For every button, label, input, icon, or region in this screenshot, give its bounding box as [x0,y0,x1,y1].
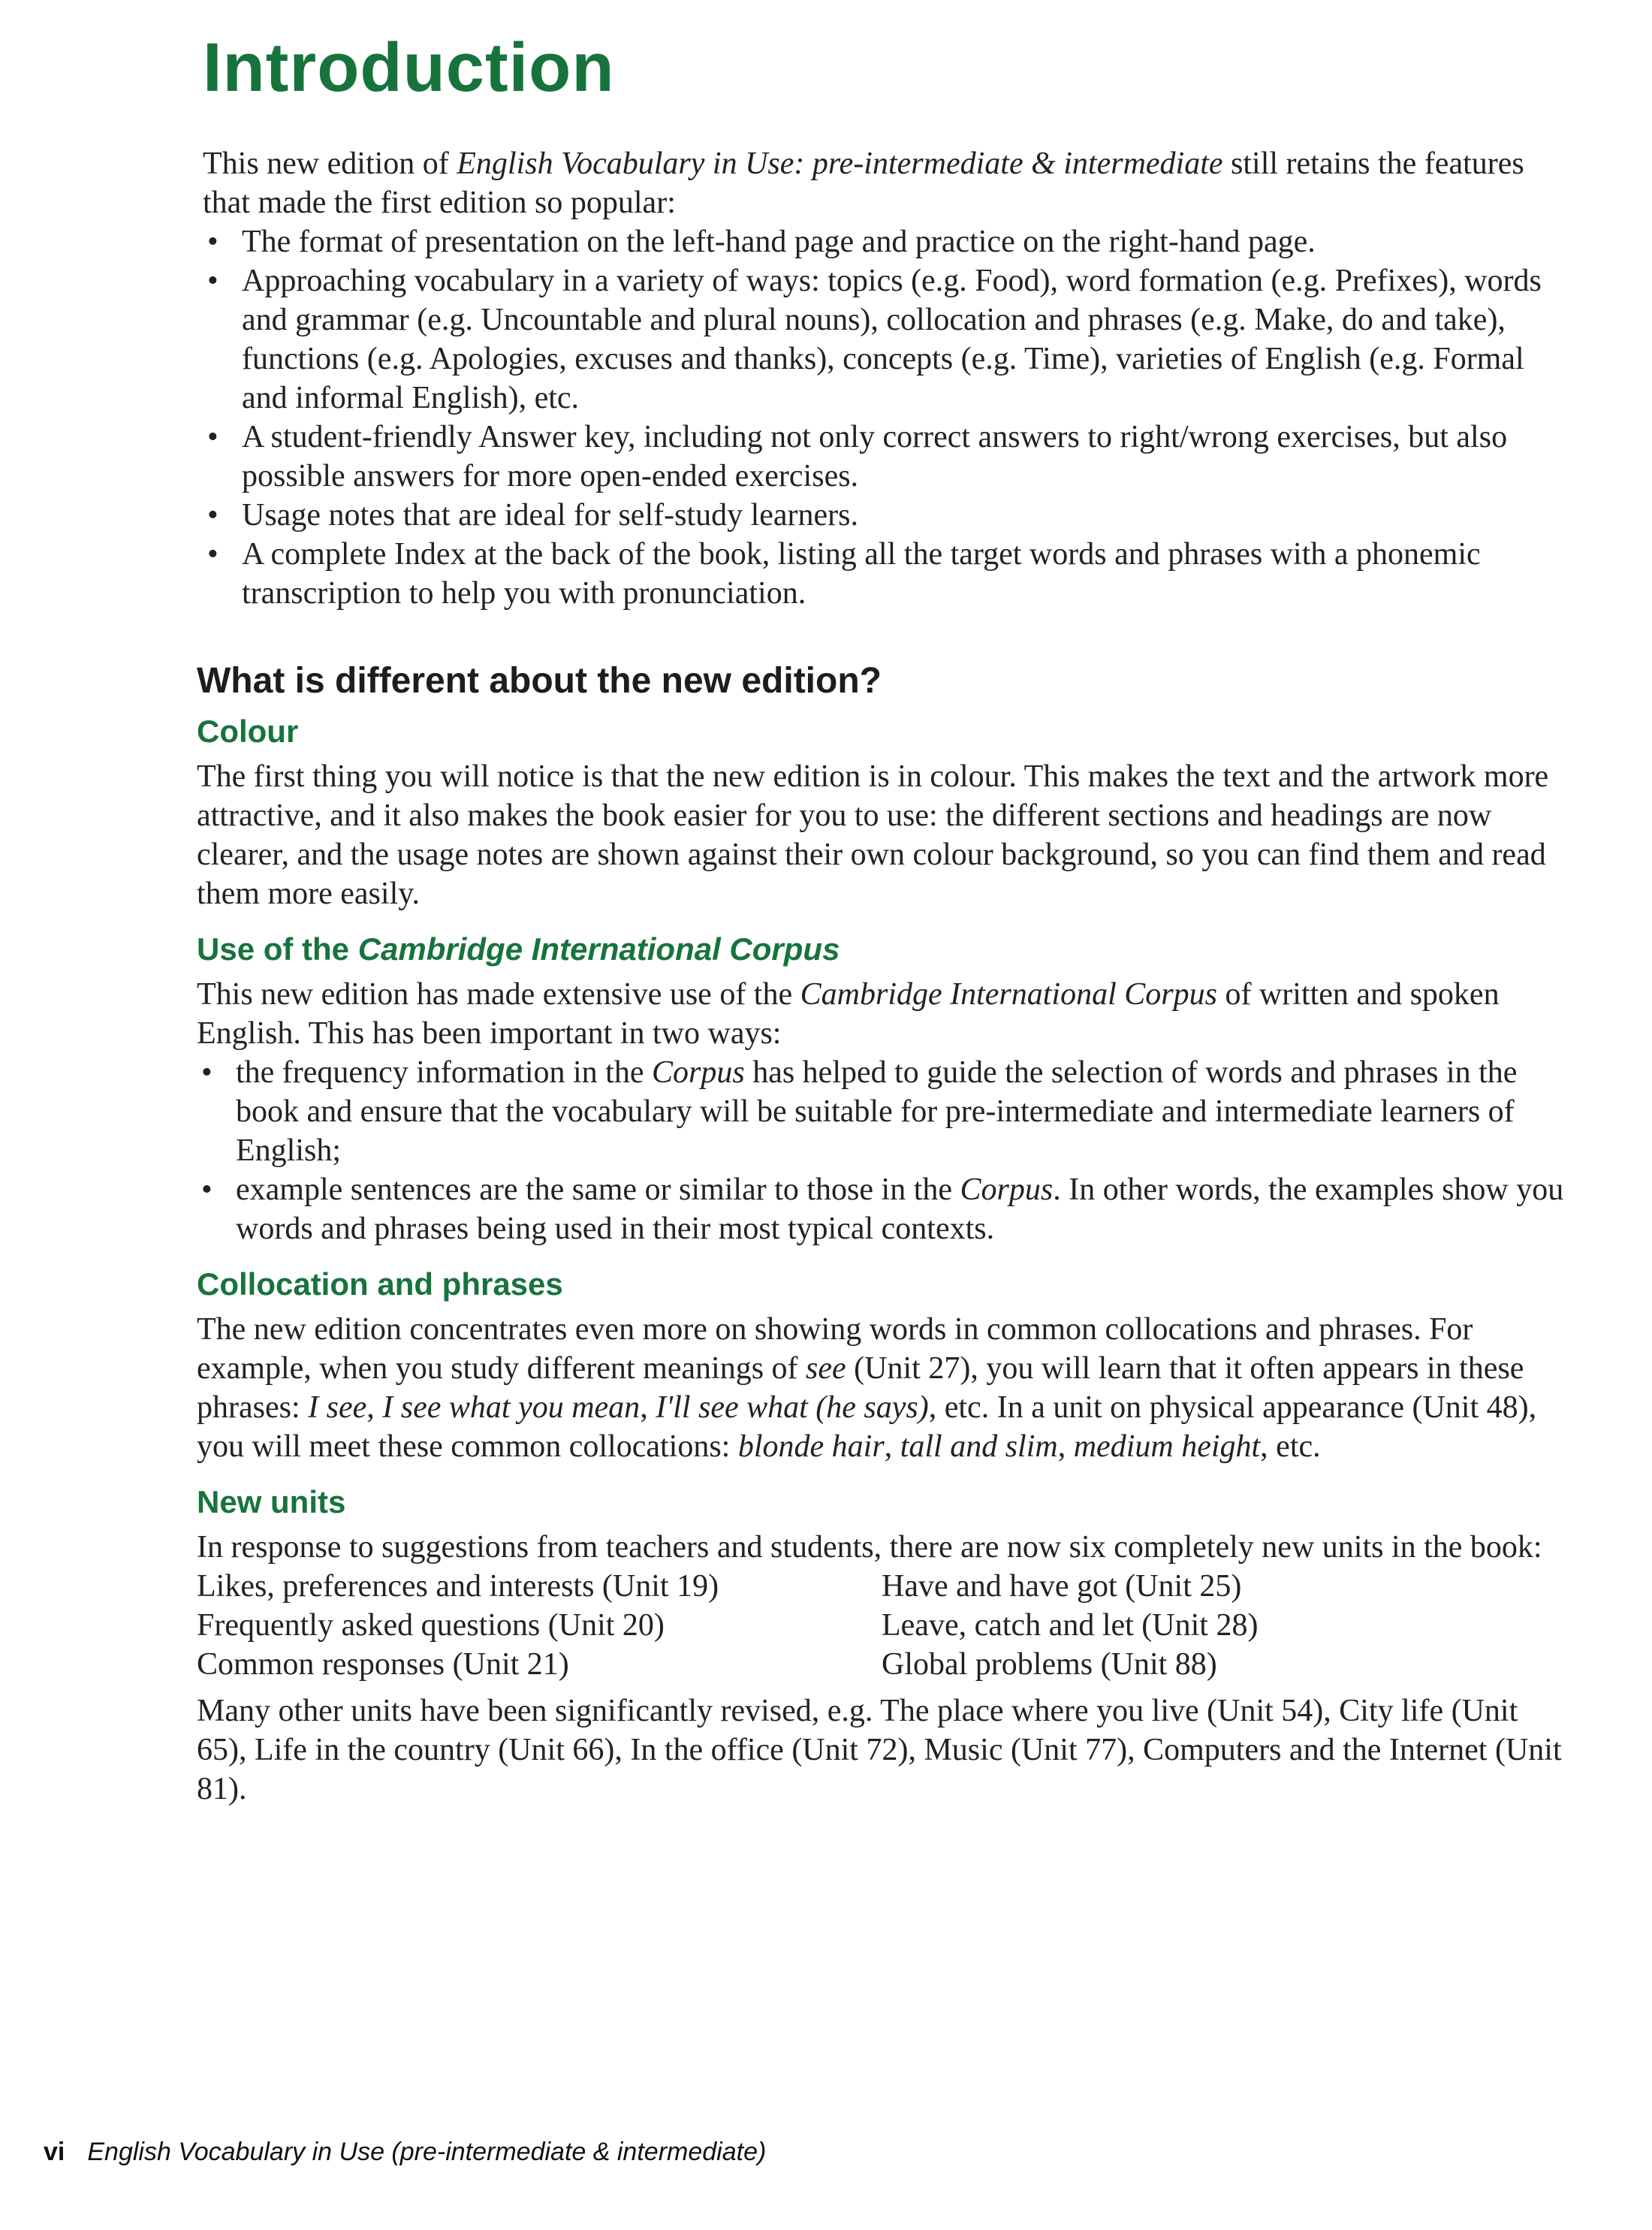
page-body [197,144,1571,1809]
list-item: • A complete Index at the back of the book, listing all the target words and phrases with a phonemic transcription to help you with pronunciation. [203,535,1571,613]
example: I see what you mean [382,1390,641,1425]
text: , [884,1429,900,1464]
collocation-paragraph [197,1310,1571,1466]
list-text: example sentences are the same or similar to those in the [236,1172,960,1207]
example: see [806,1351,846,1386]
list-item: • Approaching vocabulary in a variety of ways: topics (e.g. Food), word formation (e.g. Prefixes), words and grammar (e.g. Uncountable and plural nouns), collocation and phrases (e.g. Make, do and take), functions (e.g. Apologies, excuses and thanks), concepts (e.g. Time), varieties of English (e.g. Formal and informal English), etc. [203,261,1571,418]
unit-item: Leave, catch and let (Unit 28) [882,1608,1259,1643]
new-units-intro: In response to suggestions from teachers and students, there are now six completely new units in the book: [197,1530,1542,1565]
corpus-list [197,1053,1571,1248]
corpus-heading [197,930,1571,969]
unit-item: Global problems (Unit 88) [882,1647,1217,1682]
corpus-italic: Cambridge International Corpus [800,977,1217,1012]
text: , [640,1390,656,1425]
intro-paragraph [197,144,1571,222]
text: , [1057,1429,1074,1464]
corpus-text: of written and spoken English. This has been important in two ways: [197,977,1500,1051]
intro-text: still retains the features that made the first edition so popular: [203,146,1524,220]
example: medium height [1073,1429,1261,1464]
features-list [197,222,1571,613]
unit-item: Have and have got (Unit 25) [882,1569,1242,1604]
collocation-heading: Collocation and phrases [197,1266,563,1302]
text: (Unit 27), you will learn that it often appears in these phrases: [197,1351,1524,1425]
example: I see [308,1390,367,1425]
list-text: the frequency information in the [236,1055,652,1090]
page-footer [44,2138,766,2167]
unit-item: Common responses (Unit 21) [197,1647,569,1682]
text: , etc. [1260,1429,1321,1464]
list-item: • A student-friendly Answer key, including not only correct answers to right/wrong exercises, but also possible answers for more open-ended exercises. [203,418,1571,496]
list-item: • Usage notes that are ideal for self-study learners. [203,496,1571,535]
list-item [197,1053,1571,1170]
example: blonde hair [737,1429,885,1464]
list-text: . In other words, the examples show you words and phrases being used in their most typical contexts. [236,1172,1564,1246]
colour-paragraph: The first thing you will notice is that the new edition is in colour. This makes the text and the artwork more attractive, and it also makes the book easier for you to use: the different sections and headings are now clearer, and the usage notes are shown against their own colour background, so you can find them and read them more easily. [197,759,1549,911]
list-italic: Corpus [651,1055,745,1090]
section-heading: What is different about the new edition? [197,661,882,701]
corpus-paragraph [197,975,1571,1053]
unit-item: Frequently asked questions (Unit 20) [197,1608,665,1643]
text: , [366,1390,383,1425]
footer-book-title: English Vocabulary in Use (pre-intermediate & intermediate) [87,2138,767,2166]
corpus-heading-italic: Cambridge International Corpus [357,931,840,967]
corpus-heading-text: Use of the [197,931,358,967]
list-item: • The format of presentation on the left-hand page and practice on the right-hand page. [203,222,1571,261]
new-units-list [197,1567,1571,1684]
text: The new edition concentrates even more on showing words in common collocations and phrases. For example, when you study different meanings of [197,1312,1473,1386]
book-title-italic: English Vocabulary in Use: pre-intermediate & intermediate [457,146,1223,181]
list-text: has helped to guide the selection of words and phrases in the book and ensure that the vocabulary will be suitable for pre-intermediate and intermediate learners of English; [236,1055,1518,1168]
intro-text: This new edition of [203,146,457,181]
example: tall and slim [900,1429,1058,1464]
page-title: Introduction [203,29,615,106]
revised-units-paragraph: Many other units have been significantly revised, e.g. The place where you live (Unit 54), City life (Unit 65), Life in the country (Unit 66), In the office (Unit 72), Music (Unit 77), Computers and the Internet (Unit 81). [197,1694,1562,1806]
list-italic: Corpus [960,1172,1054,1207]
example: I'll see what (he says) [656,1390,929,1425]
new-units-heading: New units [197,1484,346,1519]
corpus-text: This new edition has made extensive use of the [197,977,800,1012]
colour-heading: Colour [197,714,299,749]
page-number: vi [44,2138,65,2166]
text: , etc. In a unit on physical appearance (Unit 48), you will meet these common collocations: [197,1390,1537,1464]
unit-item: Likes, preferences and interests (Unit 19) [197,1569,719,1604]
list-item [197,1170,1571,1248]
